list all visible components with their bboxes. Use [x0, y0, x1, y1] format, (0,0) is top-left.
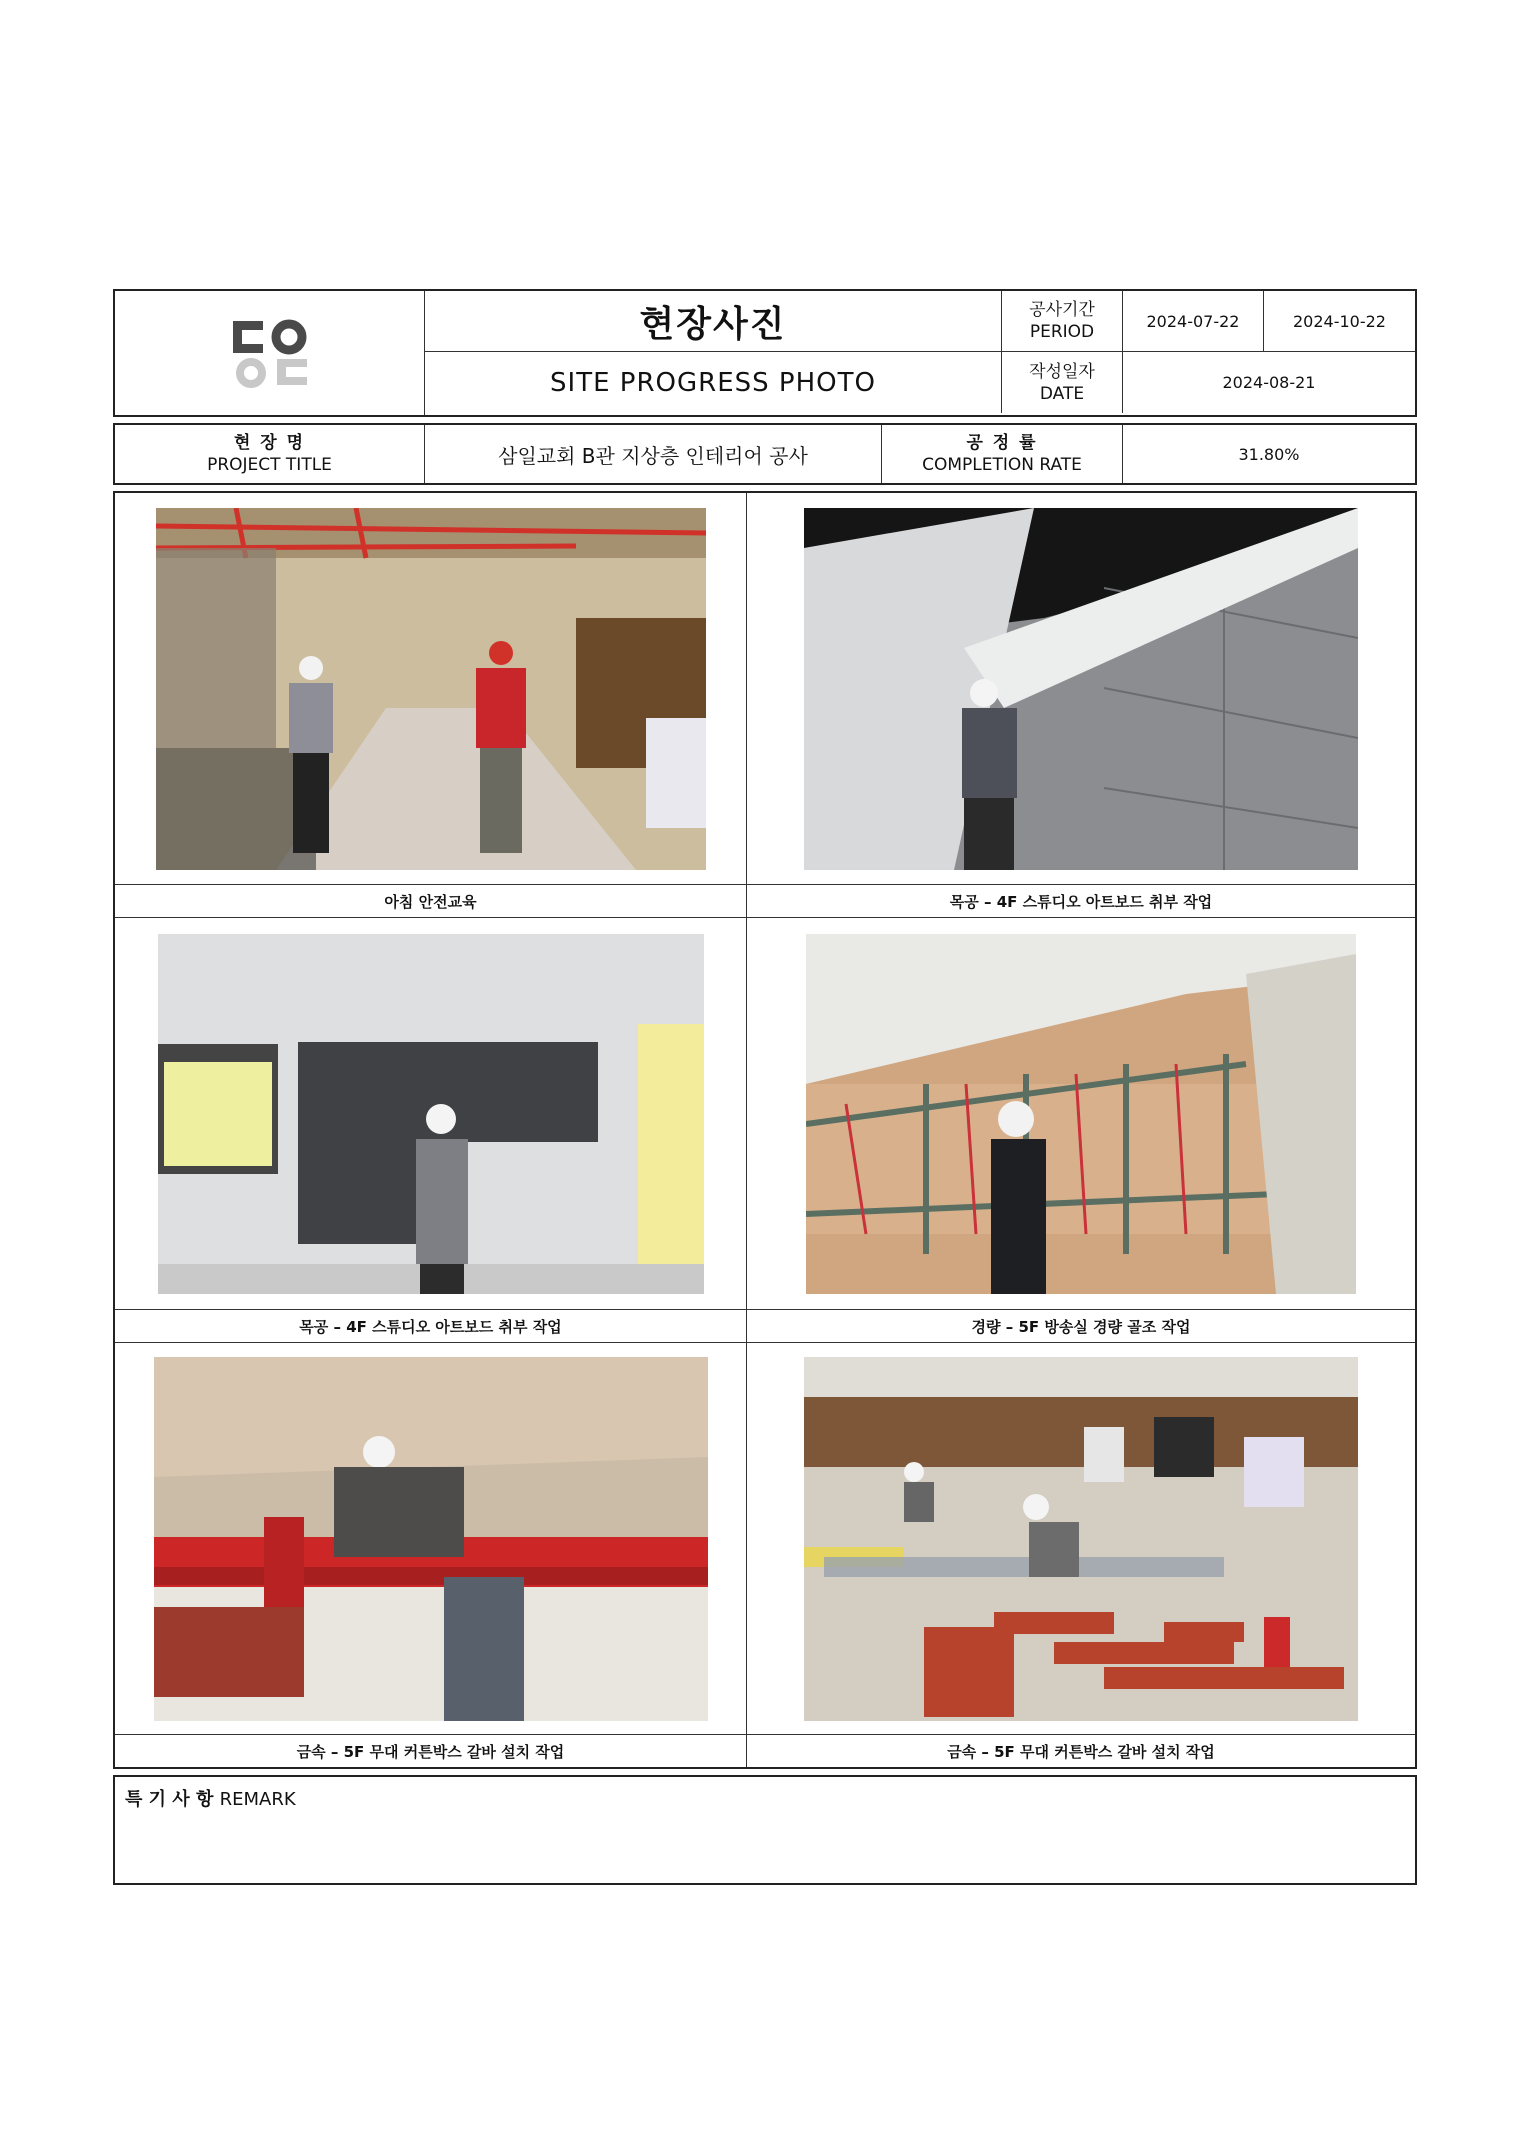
period-label-ko: 공사기간 [1029, 300, 1095, 320]
photo-caption-1: 아침 안전교육 [115, 885, 747, 917]
photo-cell-3 [115, 918, 747, 1309]
photo-cell-4 [747, 918, 1415, 1309]
page-title: 현장사진 [639, 303, 787, 345]
date-label-en: DATE [1039, 383, 1085, 404]
photo-3-image [158, 934, 704, 1294]
photo-cell-6 [747, 1343, 1415, 1734]
project-title-label-cell [115, 425, 425, 483]
period-start: 2024-07-22 [1146, 311, 1240, 331]
photo-caption-2: 목공 – 4F 스튜디오 아트보드 취부 작업 [949, 892, 1213, 911]
project-block [113, 423, 1417, 485]
remark-block [113, 1775, 1417, 1885]
title-ko-cell [425, 291, 1002, 351]
photo-6-image [804, 1357, 1358, 1721]
period-label-cell [1002, 291, 1123, 351]
photo-cell-1 [115, 493, 747, 884]
date-value: 2024-08-21 [1222, 373, 1316, 392]
photo-caption-6: 금속 – 5F 무대 커튼박스 갈바 설치 작업 [947, 1742, 1215, 1761]
period-end: 2024-10-22 [1293, 311, 1386, 331]
completion-rate-label-cell [882, 425, 1123, 483]
photo-2-image [804, 508, 1358, 870]
period-label-en: PERIOD [1029, 322, 1095, 342]
project-title-label-ko: 현 장 명 [233, 433, 306, 453]
period-end-cell [1264, 291, 1415, 351]
completion-rate-label-ko: 공 정 률 [966, 433, 1038, 453]
photo-2 [804, 508, 1358, 870]
photo-1 [156, 508, 706, 870]
photo-5-image [154, 1357, 708, 1721]
progress-photo-sheet [113, 289, 1417, 1885]
completion-rate-value-cell [1123, 425, 1415, 483]
photo-6 [804, 1357, 1358, 1721]
completion-rate-label-en: COMPLETION RATE [922, 455, 1082, 475]
remark-label-ko: 특 기 사 항 [125, 1789, 214, 1810]
date-label-ko: 작성일자 [1029, 361, 1095, 382]
header-block [113, 289, 1417, 417]
date-value-cell [1123, 352, 1415, 413]
project-title-value: 삼일교회 B관 지상층 인테리어 공사 [498, 443, 808, 468]
period-start-cell [1123, 291, 1264, 351]
company-logo [115, 291, 425, 415]
photo-cell-2 [747, 493, 1415, 884]
photo-4 [806, 934, 1356, 1294]
photo-3 [158, 934, 704, 1294]
photo-5 [154, 1357, 708, 1721]
project-title-value-cell [425, 425, 882, 483]
photo-caption-5: 금속 – 5F 무대 커튼박스 갈바 설치 작업 [115, 1735, 747, 1767]
photo-cell-5 [115, 1343, 747, 1734]
dong-logo-icon [225, 313, 315, 393]
page-subtitle: SITE PROGRESS PHOTO [550, 367, 876, 398]
completion-rate-value: 31.80% [1238, 444, 1300, 464]
remark-label-en: REMARK [219, 1789, 296, 1810]
header-main [425, 291, 1415, 415]
photo-4-image [806, 934, 1356, 1294]
photo-grid [113, 491, 1417, 1769]
photo-1-image [156, 508, 706, 870]
photo-caption-4: 경량 – 5F 방송실 경량 골조 작업 [971, 1317, 1191, 1336]
photo-caption-3: 목공 – 4F 스튜디오 아트보드 취부 작업 [115, 1310, 747, 1342]
date-label-cell [1002, 352, 1123, 413]
project-title-label-en: PROJECT TITLE [207, 455, 332, 475]
remark-label [125, 1785, 296, 1811]
title-en-cell [425, 352, 1002, 413]
